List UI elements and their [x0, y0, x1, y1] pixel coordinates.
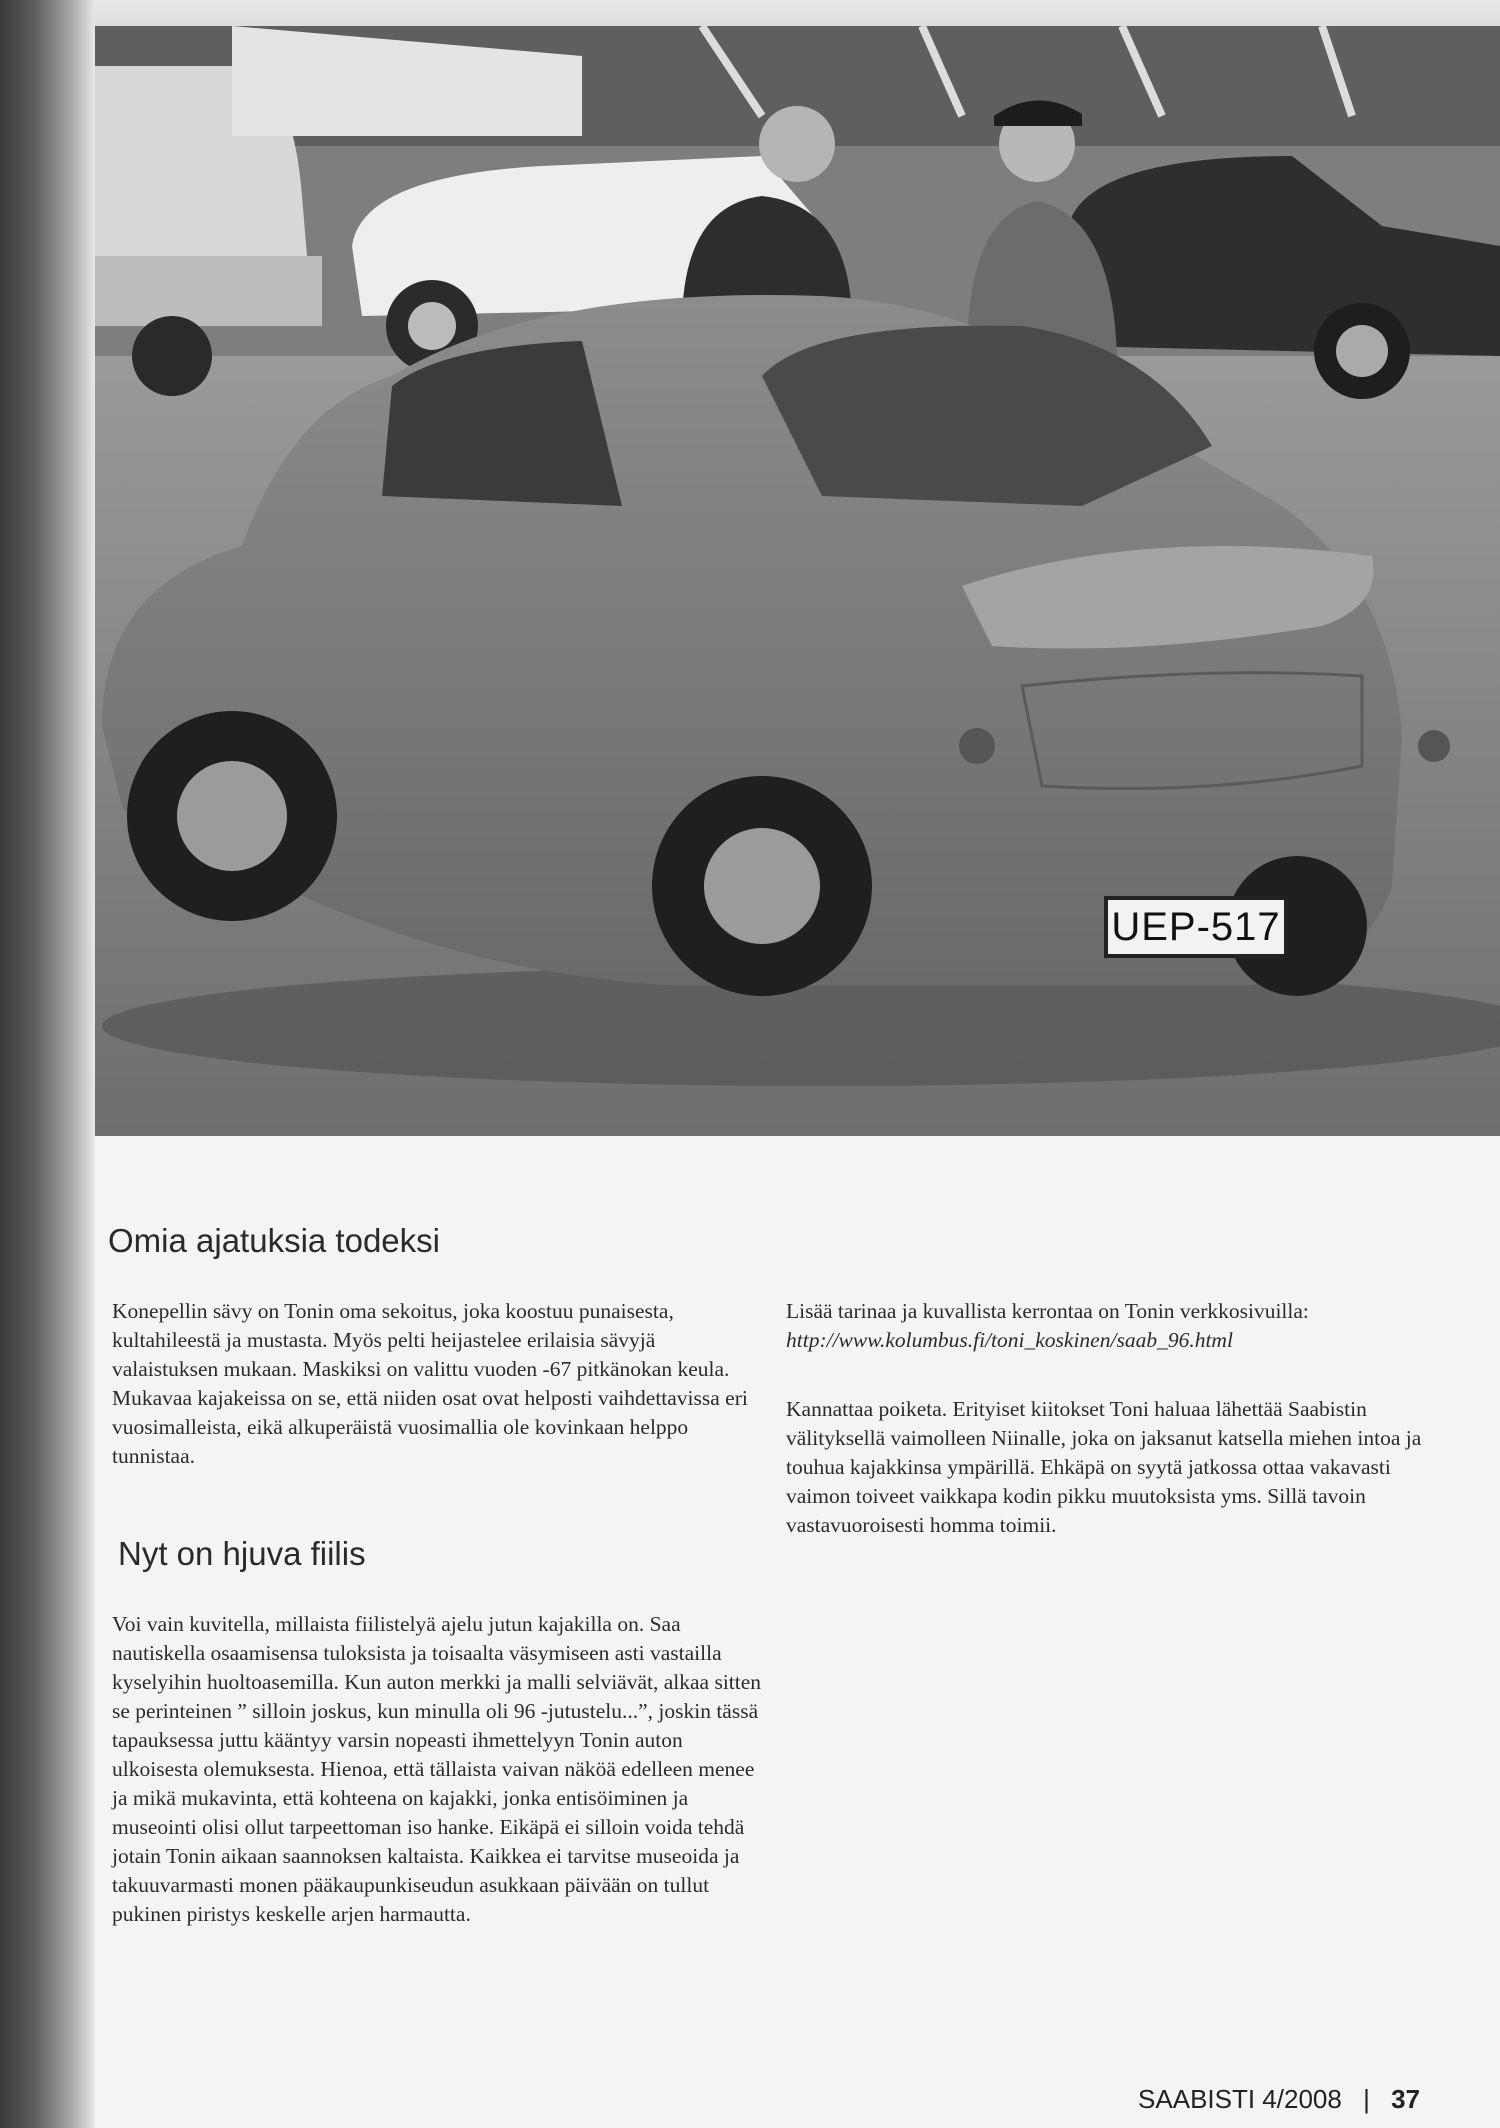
website-url[interactable]: http://www.kolumbus.fi/toni_koskinen/saab_96.html	[786, 1328, 1233, 1352]
magazine-issue: SAABISTI 4/2008	[1138, 2084, 1342, 2114]
website-reference	[786, 1297, 1436, 1355]
page-top-strip	[60, 0, 1500, 26]
car-photo	[62, 26, 1500, 1136]
section-heading: Nyt on hjuva fiilis	[118, 1535, 366, 1572]
section-heading: Omia ajatuksia todeksi	[108, 1222, 440, 1259]
body-paragraph: Konepellin sävy on Tonin oma sekoitus, joka koostuu punaisesta, kultahileestä ja mustasta. Myös pelti heijastelee erilaisia sävyjä valaistuksen mukaan. Maskiksi on valittu vuoden -67 pitkänokan keula. Mukavaa kajakeissa on se, että niiden osat ovat helposti vaihdettavissa eri vuosimalleista, eikä alkuperäistä vuosimallia ole kovinkaan helppo tunnistaa.	[112, 1299, 748, 1468]
website-intro: Lisää tarinaa ja kuvallista kerrontaa on Tonin verkkosivuilla:	[786, 1299, 1309, 1323]
footer-separator: |	[1363, 2084, 1370, 2114]
page-number: 37	[1391, 2084, 1420, 2114]
closing-paragraph: Kannattaa poiketa. Erityiset kiitokset Toni haluaa lähettää Saabistin välityksellä vaimolleen Niinalle, joka on jaksanut katsella miehen intoa ja touhua kajakkinsa ympärillä. Ehkäpä on syytä jatkossa ottaa vakavasti vaimon toiveet vaikkapa kodin pikku muutoksista yms. Sillä tavoin vastavuoroisesti homma toimii.	[786, 1397, 1422, 1537]
license-plate-text: UEP-517	[1111, 905, 1281, 949]
page-footer	[1138, 2084, 1420, 2115]
body-paragraph: Voi vain kuvitella, millaista fiilistelyä ajelu jutun kajakilla on. Saa nautiskella osaamisensa tuloksista ja toisaalta väsymiseen asti vastailla kyselyihin huoltoasemilla. Kun auton merkki ja malli selviävät, alkaa sitten se perinteinen ” silloin joskus, kun minulla oli 96 -jutustelu...”, joskin tässä tapauksessa juttu kääntyy varsin nopeasti ihmettelyyn Tonin auton ulkoisesta olemuksesta. Hienoa, että tällaista vaivan näköä edelleen menee ja mikä mukavinta, että kohteena on kajakki, jonka entisöiminen ja museointi olisi ollut tarpeettoman iso hanke. Eikäpä ei silloin voida tehdä jotain Tonin aikaan saannoksen kaltaista. Kaikkea ei tarvitse museoida ja takuuvarmasti monen pääkaupunkiseudun asukkaan päivään on tullut pukinen piristys keskelle arjen harmautta.	[112, 1612, 762, 1926]
page-binding-shadow	[0, 0, 95, 2128]
